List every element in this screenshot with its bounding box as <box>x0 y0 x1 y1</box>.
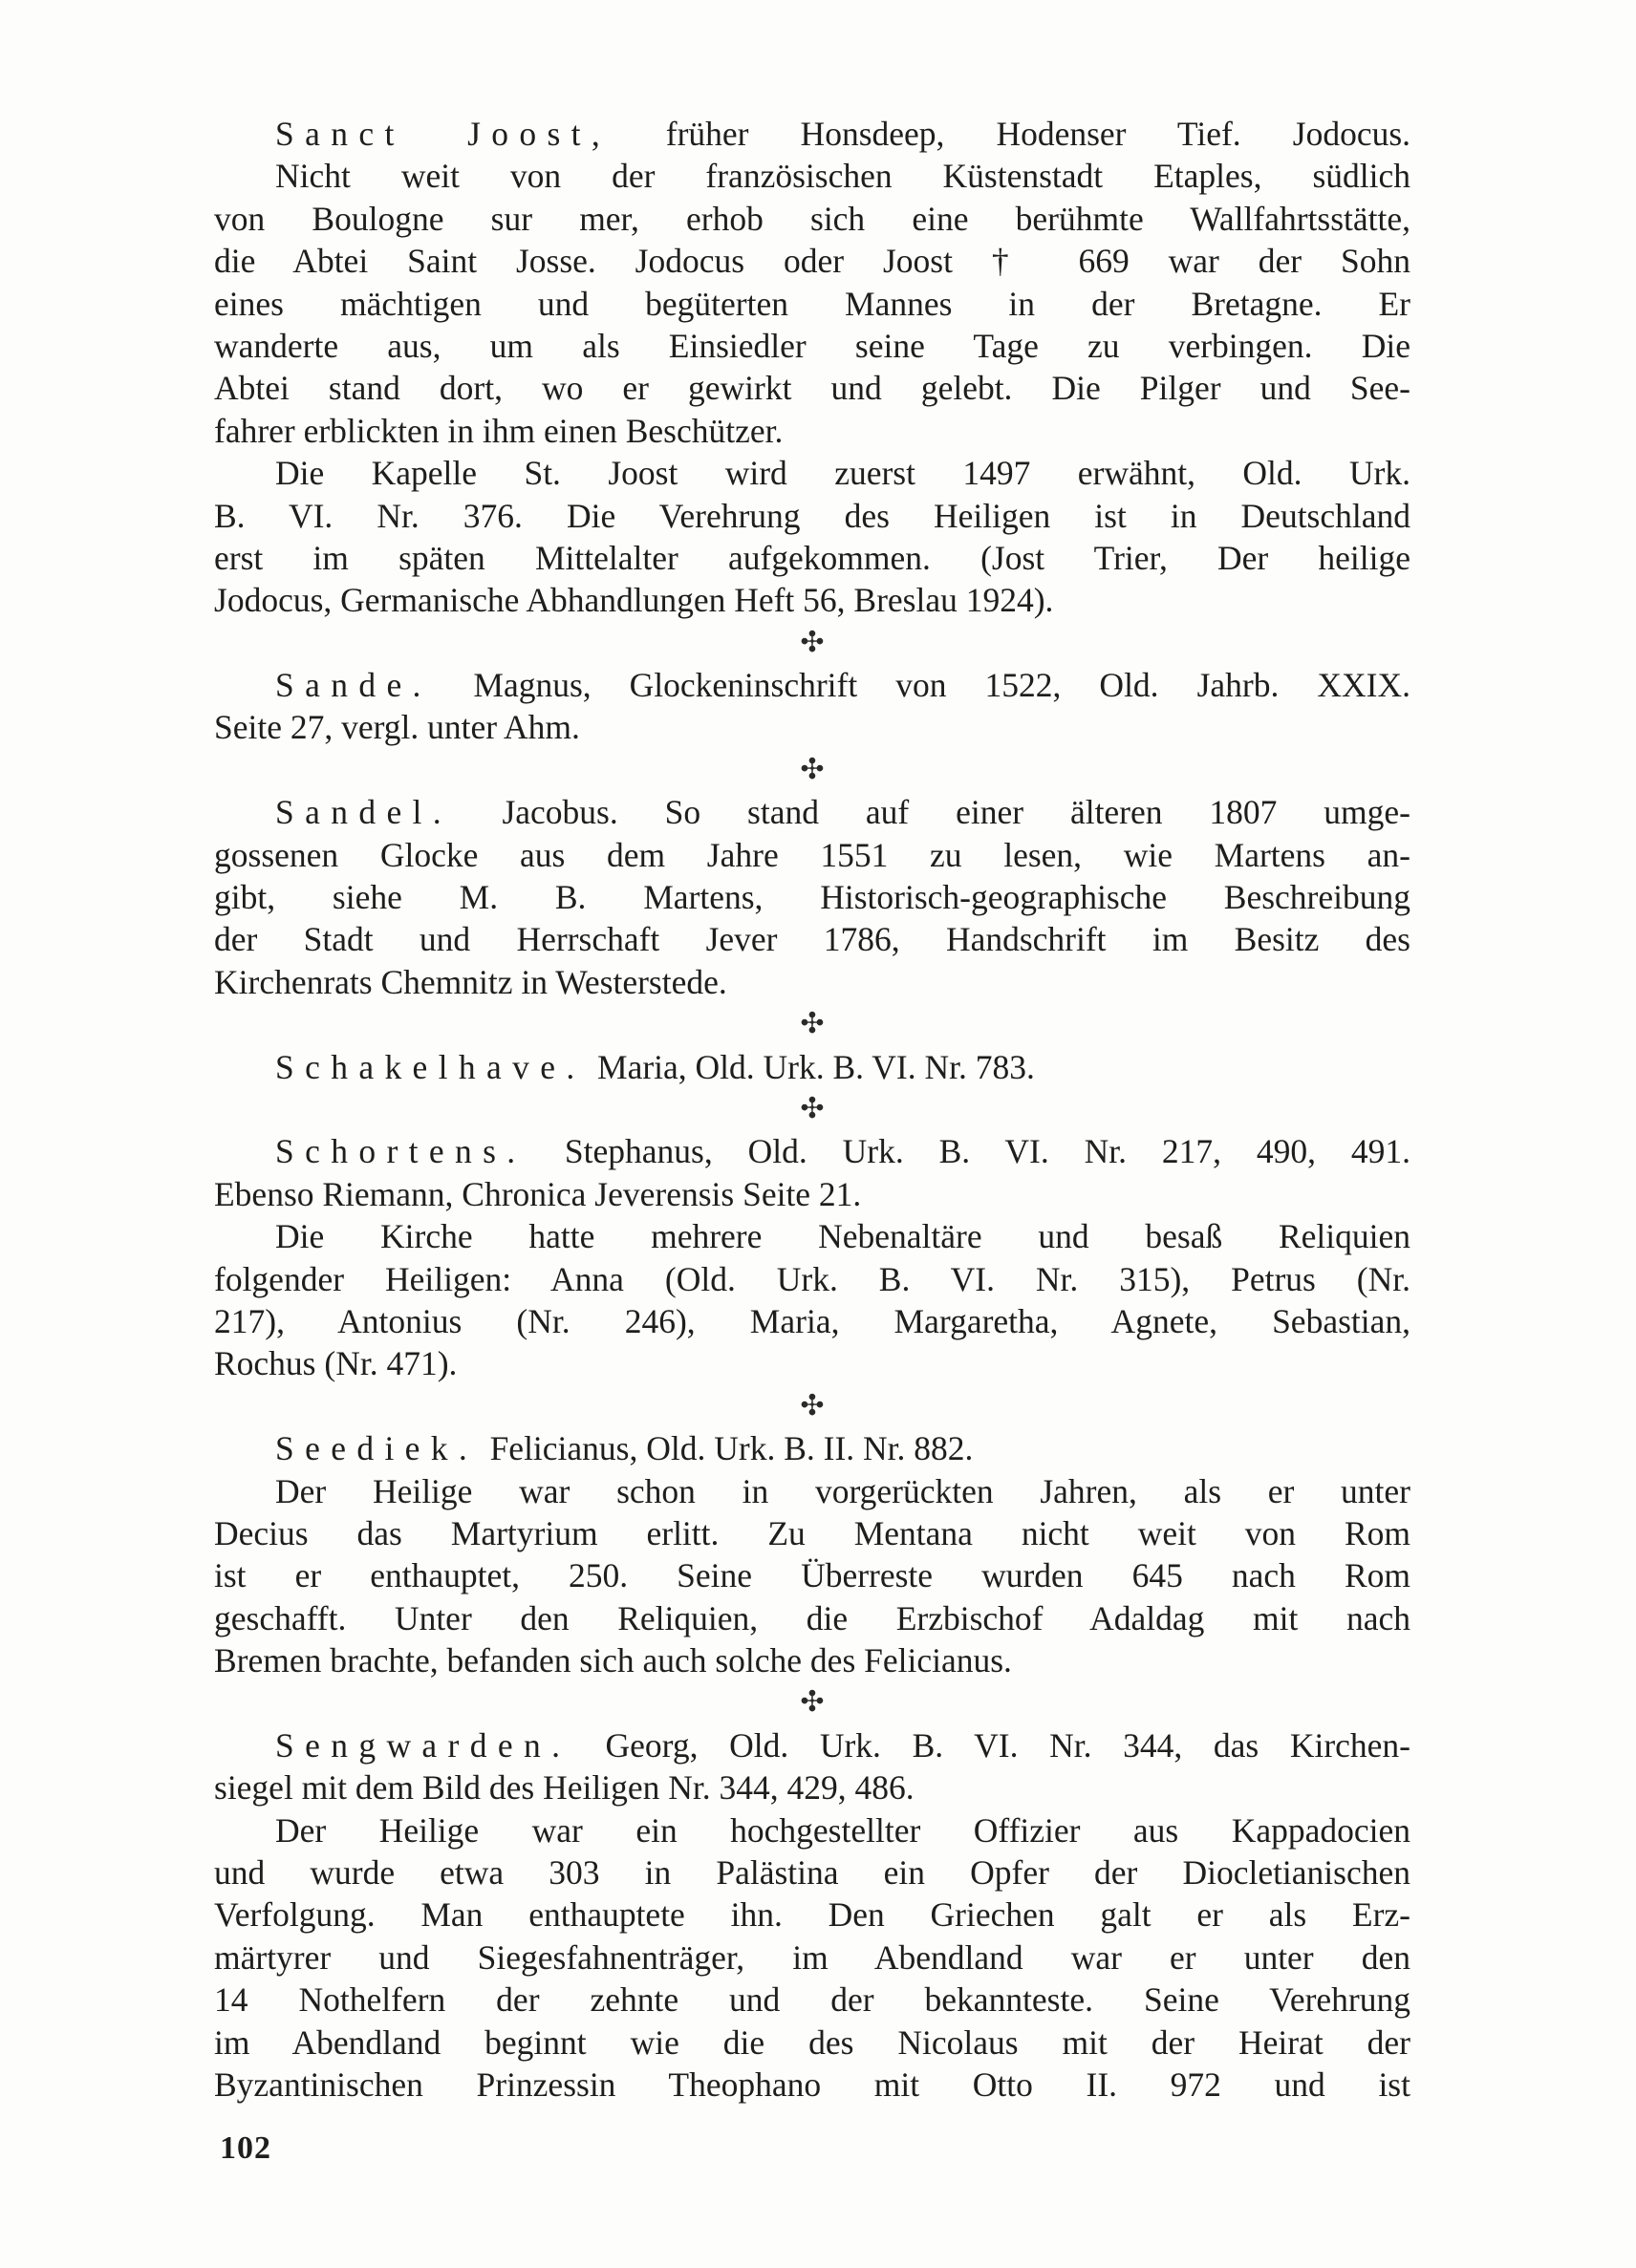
text-line: und wurde etwa 303 in Palästina ein Opfer der Diocletianischen <box>214 1853 1410 1893</box>
entry-sanct-joost <box>214 113 1410 622</box>
entry-schakelhave <box>214 1046 1410 1088</box>
text-line: märtyrer und Siegesfahnenträger, im Abendland war er unter den <box>214 1937 1410 1977</box>
text-line: Nicht weit von der französischen Küstenstadt Etaples, südlich <box>275 157 1410 196</box>
text-line: Byzantinischen Prinzessin Theophano mit Otto II. 972 und ist <box>214 2065 1410 2104</box>
text-line: Bremen brachte, befanden sich auch solche des Felicianus. <box>214 1641 1012 1680</box>
entry-lemma: Sanct Joost, <box>275 115 612 153</box>
text-line: Kirchenrats Chemnitz in Westerstede. <box>214 962 727 1001</box>
text-line: Jodocus, Germanische Abhandlungen Heft 56, Breslau 1924). <box>214 581 1054 620</box>
text-line: die Abtei Saint Josse. Jodocus oder Joost † 669 war der Sohn <box>214 242 1410 281</box>
text-line: geschafft. Unter den Reliquien, die Erzbischof Adaldag mit nach <box>214 1598 1410 1637</box>
entry-lemma: Sengwarden. <box>275 1725 571 1765</box>
text-line: 217), Antonius (Nr. 246), Maria, Margaretha, Agnete, Sebastian, <box>214 1301 1410 1340</box>
entry-seediek <box>214 1427 1410 1681</box>
text-line: Verfolgung. Man enthauptete ihn. Den Griechen galt er als Erz- <box>214 1895 1410 1935</box>
page-body <box>214 113 1410 2106</box>
text-line: von Boulogne sur mer, erhob sich eine berühmte Wallfahrtsstätte, <box>214 199 1410 238</box>
text-line: siegel mit dem Bild des Heiligen Nr. 344, 429, 486. <box>214 1768 915 1808</box>
entry-heading-line: Schortens. Stephanus, Old. Urk. B. VI. Nr. 217, 490, 491. <box>275 1132 1410 1171</box>
entry-heading-line: Schakelhave. Maria, Old. Urk. B. VI. Nr. 783. <box>275 1047 1035 1086</box>
text-line: Decius das Martyrium erlitt. Zu Mentana nicht weit von Rom <box>214 1513 1410 1552</box>
section-separator: ✣ <box>800 1686 825 1719</box>
section-separator: ✣ <box>800 626 825 658</box>
section-separator: ✣ <box>800 1092 825 1124</box>
text-line: erst im späten Mittelalter aufgekommen. (Jost Trier, Der heilige <box>214 538 1410 577</box>
entry-heading-line: Sandel. Jacobus. So stand auf einer älteren 1807 umge- <box>275 793 1410 832</box>
text-line: Seite 27, vergl. unter Ahm. <box>214 708 580 747</box>
entry-heading-line: Sande. Magnus, Glockeninschrift von 1522, Old. Jahrb. XXIX. <box>275 666 1410 705</box>
text-line: Der Heilige war ein hochgestellter Offizier aus Kappadocien <box>275 1810 1410 1850</box>
entry-lemma: Schortens. <box>275 1132 527 1171</box>
entry-heading-line: Sanct Joost, früher Honsdeep, Hodenser Tief. Jodocus. <box>275 115 1410 153</box>
text-line: folgender Heiligen: Anna (Old. Urk. B. VI. Nr. 315), Petrus (Nr. <box>214 1259 1410 1298</box>
section-separator: ✣ <box>800 753 825 785</box>
entry-sandel <box>214 791 1410 1003</box>
text-line: Abtei stand dort, wo er gewirkt und gelebt. Die Pilger und See- <box>214 369 1410 408</box>
entry-lemma: Sandel. <box>275 793 453 832</box>
text-line: Die Kirche hatte mehrere Nebenaltäre und besaß Reliquien <box>275 1217 1410 1256</box>
text-line: wanderte aus, um als Einsiedler seine Tage zu verbingen. Die <box>214 326 1410 365</box>
text-line: gibt, siehe M. B. Martens, Historisch-geographische Beschreibung <box>214 878 1410 917</box>
entry-heading-line: Seediek. Felicianus, Old. Urk. B. II. Nr. 882. <box>275 1429 974 1468</box>
entry-lemma: Schakelhave. <box>275 1047 586 1086</box>
text-line: gossenen Glocke aus dem Jahre 1551 zu lesen, wie Martens an- <box>214 835 1410 874</box>
text-line: im Abendland beginnt wie die des Nicolaus mit der Heirat der <box>214 2022 1410 2062</box>
page-number: 102 <box>220 2130 271 2166</box>
text-line: Die Kapelle St. Joost wird zuerst 1497 erwähnt, Old. Urk. <box>275 454 1410 493</box>
text-line: der Stadt und Herrschaft Jever 1786, Handschrift im Besitz des <box>214 920 1410 959</box>
entry-schortens <box>214 1130 1410 1384</box>
text-line: Rochus (Nr. 471). <box>214 1344 458 1383</box>
entry-heading-line: Sengwarden. Georg, Old. Urk. B. VI. Nr. 344, das Kirchen- <box>275 1725 1410 1765</box>
section-separator: ✣ <box>800 1008 825 1040</box>
text-line: eines mächtigen und begüterten Mannes in der Bretagne. Er <box>214 284 1410 323</box>
section-separator: ✣ <box>800 1389 825 1422</box>
entry-sengwarden <box>214 1724 1410 2107</box>
entry-lemma: Seediek. <box>275 1429 479 1468</box>
entry-sande <box>214 664 1410 749</box>
entry-lemma: Sande. <box>275 666 432 705</box>
text-line: fahrer erblickten in ihm einen Beschützer. <box>214 411 784 450</box>
text-line: Der Heilige war schon in vorgerückten Jahren, als er unter <box>275 1471 1410 1510</box>
text-line: 14 Nothelfern der zehnte und der bekannteste. Seine Verehrung <box>214 1980 1410 2020</box>
text-line: Ebenso Riemann, Chronica Jeverensis Seite 21. <box>214 1174 862 1213</box>
text-line: B. VI. Nr. 376. Die Verehrung des Heiligen ist in Deutschland <box>214 496 1410 535</box>
text-line: ist er enthauptet, 250. Seine Überreste wurden 645 nach Rom <box>214 1556 1410 1595</box>
